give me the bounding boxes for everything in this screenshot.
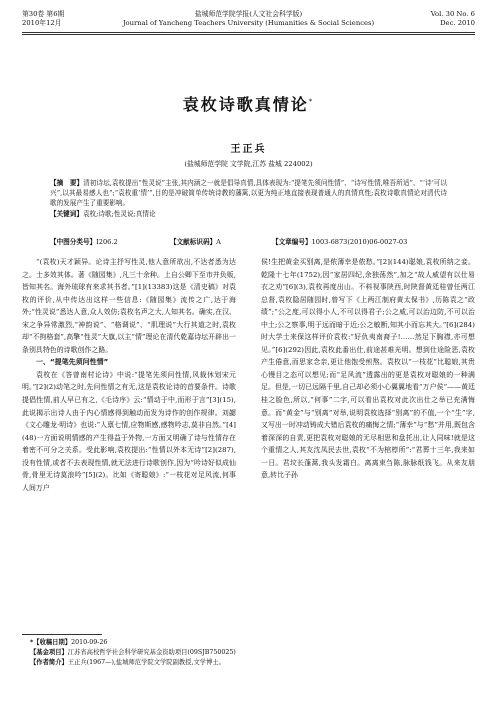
article-id [272, 236, 407, 246]
footnote-rule [22, 634, 102, 635]
author-name: 王正兵 [230, 144, 267, 155]
date-cn: 2010年12月 [22, 19, 62, 27]
clc-code [50, 236, 118, 246]
header-right [431, 10, 475, 28]
doc-code [170, 236, 221, 246]
body-column-right [261, 256, 475, 482]
running-header [22, 10, 475, 40]
abstract-block [50, 178, 447, 219]
keywords-label: 【关键词】 [50, 209, 83, 218]
abstract-label: 【摘 要】 [50, 179, 84, 187]
title-footnote-mark: * [308, 97, 315, 106]
fund-value: 江苏省高校哲学社会科学研究基金资助项目(09SJB750025) [67, 649, 236, 656]
journal-name-en: Journal of Yancheng Teachers University (Humanities & Social Sciences) [122, 19, 375, 27]
article-id-value: 1003-6873(2010)06-0027-03 [311, 238, 408, 246]
author-bio-label: 【作者简介】 [30, 659, 68, 666]
title-text: 袁枚诗歌真情论 [182, 95, 309, 114]
header-rule-top [22, 32, 475, 33]
body-paragraph: “(袁枚)天才颖异。论诗主抒写性灵,他人意所欲出,不达者悉为达之。士多效其体。著《随园集》,凡三十余种。上自公卿下至市井负贩,皆知其名。海外琉球有来求其书者。”[1](13383)这是《清史稿》对袁枚的评价,从中传达出这样一些信息:《随园集》流传之广,达于海外;“性灵说”悉达人意,众人效仿;袁枚名声之大,人知其名。确实,在汉、宋之争异常激烈,“神韵说”、“格调说”、“肌理说”大行其道之时,袁枚却“不拘格套”,高擎“性灵”大旗,以主“情”理论在清代乾嘉诗坛开辟出一条别具特色的诗歌创作之路。 [22, 258, 236, 354]
volume-issue-cn: 第30卷 第6期 [22, 10, 65, 18]
volume-issue-en: Vol. 30 No. 6 [430, 10, 475, 18]
keywords-text: 袁枚;诗歌;性灵说;真情论 [82, 209, 156, 218]
keywords [50, 209, 447, 219]
author-bio [30, 658, 475, 668]
body-paragraph: 侯!生把黄金买别离,是侬薄幸是侬愁。”[2](144)聪娘,袁枚所纳之妾。乾隆十七年(1752),因“家居四纪,余独荡然”,加之“故人威望有以仕易衣之劝”[6](3),袁枚再度出山。不料视事陕西,时陕督黄廷桂曾任两江总督,袁枚隐居随园时,曾写下《上两江制府黄太保书》,历陈袁之“政绩”;“公之度,可以得小人,不可以得君子;公之威,可以治边防,不可以治中土;公之察事,明于远而暗于近;公之敏断,知其小而忘其大。”[6](284)时大学士来保这样评价袁枚:“好仇夷南裔子!……然足下胸襟,亦可想见。”[6](292)因此,袁枚此番出仕,前途甚难光明。想到仕途险恶,袁枚产生倦意,而思家念亲,更让他饱受煎熬。袁枚以“一枝花”比聪娘,其贵心慢目之态可以想见;而“足风流”透露出的更是袁枚对聪娘的一种满足。但是,一切已远隔千里,自己却必须小心翼翼地看“万户侯”——黄廷桂之脸色,所以,“何事”二字,可以看出袁枚对此次出仕之举已充满悔意。而“黄金”与“别离”对举,说明袁枚选择“别离”的不值,一个“生”字,又写出一时冲动铸成大错后袁枚的痛悔之情;“薄幸”与“愁”并用,既包含着深深的自责,更把袁枚对聪娘的无尽相思和盘托出,让人同味!就是这个重情之人,其友沈凤民去世,袁枚“不为棺椁所”:“君葬十三年,我来如一日。君坟长蓬蒿,我头发霜白。离离束刍陈,脉脉纸钱飞。从来友朋意,转比子孙 [261, 258, 475, 480]
header-center [22, 10, 475, 28]
journal-name-cn: 盐城师范学院学报(人文社会科学版) [194, 10, 303, 18]
body-column-left [22, 256, 236, 494]
fund-info [30, 648, 475, 658]
body-paragraph: 袁枚在《答曾南村论诗》中说:“提笔先须问性情,风裁休划宋元明。”[2](2)动笔之时,先问性情之有无,这是袁枚论诗的首要条件。诗歌提倡性情,前人早已有之,《毛诗序》云:“情动于中,而形于言”[3](15),此说揭示出诗人由于内心情感得到触动而发为诗作的创作规律。刘勰《文心雕龙·明诗》也说:“人禀七情,应物斯感,感物吟志,莫非自然。”[4](48)一方面说明情感的产生得益于外物,一方面又明确了诗与性情存在着密不可分之关系。受此影响,袁枚提出:“性情以外本无诗”[2](287),没有性情,或者不去表现性情,就无法进行诗歌创作,因为“吟诗好似成仙骨,骨里无诗莫浪吟”[5](2)。比如《寄聪娘》:“一枝花对足风流,何事人间万户 [22, 370, 236, 492]
doc-label: 【文献标识码】 [170, 238, 217, 246]
date-en: Dec. 2010 [440, 19, 475, 27]
author-affiliation: (盐城师范学院 文学院,江苏 盐城 224002) [184, 160, 313, 168]
received-date [30, 638, 475, 648]
clc-label: 【中图分类号】 [50, 238, 97, 246]
doc-value: A [216, 238, 221, 246]
article-title [0, 92, 497, 115]
article-id-label: 【文章编号】 [272, 238, 312, 246]
footnote-block [30, 638, 475, 668]
header-rule-bottom [22, 34, 475, 35]
abstract-text: 清初诗坛,袁枚提出“性灵说”主张,其内涵之一就是倡导真情,具体表现为:“提笔先须问性情”、“诗写性情,唯吾所适”、“‘诗’可以兴”,以其最易感人也”;“袁枚重‘情’”,目的是冲破简单传统诗教的藩篱,以更为纯正地直接表现普通人的真情真性;袁枚诗歌真情论对清代诗歌的发展产生了重要影响。 [50, 179, 447, 208]
author-bio-value: 王正兵(1967—),盐城师范学院文学院副教授,文学博士。 [67, 659, 225, 666]
clc-value: I206.2 [96, 238, 118, 246]
section-heading: 一、“提笔先须问性情” [36, 358, 109, 367]
abstract [50, 178, 447, 209]
received-value: 2010-09-26 [71, 639, 108, 646]
fund-label: 【基金项目】 [30, 649, 68, 656]
received-label: *【收稿日期】 [30, 639, 72, 646]
